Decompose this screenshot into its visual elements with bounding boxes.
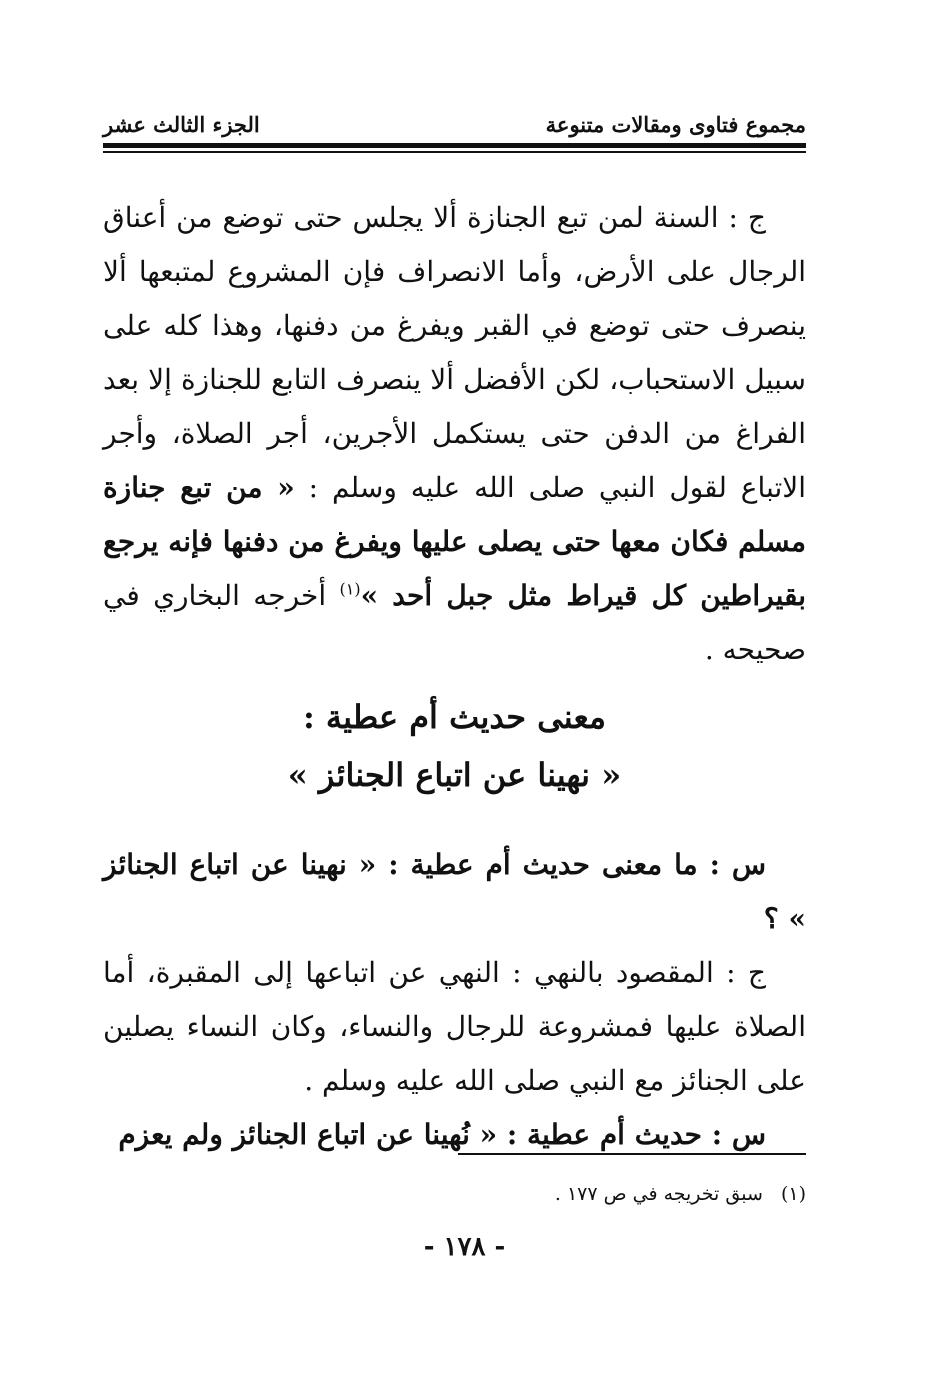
footnote-rule <box>458 1153 806 1155</box>
footnote <box>555 1180 806 1208</box>
footnote-reference: (١) <box>339 579 361 599</box>
question-text: ما معنى حديث أم عطية : « نهينا عن اتباع الجنائز » ؟ <box>103 848 806 935</box>
page-number: - ١٧٨ - <box>423 1232 506 1262</box>
question-paragraph-1 <box>103 838 806 946</box>
question-text: حديث أم عطية : « نُهينا عن اتباع الجنائز ولم يعزم <box>118 1118 702 1151</box>
header-rule-thick <box>103 143 806 148</box>
volume-label: الجزء الثالث عشر <box>103 112 260 137</box>
qa-block <box>103 838 806 1162</box>
question-prefix: س : <box>709 848 767 881</box>
answer-prefix: ج : <box>728 201 766 234</box>
footnote-number: (١) <box>780 1183 806 1205</box>
answer-text: المقصود بالنهي : النهي عن اتباعها إلى المقبرة، أما الصلاة عليها فمشروعة للرجال والنساء، وكان النساء يصلين على الجنائز مع النبي صلى الله عليه وسلم . <box>103 956 806 1097</box>
answer-paragraph-1 <box>103 191 806 677</box>
hadith-quote: « من تبع جنازة مسلم فكان معها حتى يصلى عليها ويفرغ من دفنها فإنه يرجع بقيراطين كل قيراط مثل جبل أحد » <box>103 471 806 612</box>
book-title: مجموع فتاوى ومقالات متنوعة <box>545 112 806 137</box>
answer-prefix: ج : <box>726 956 766 989</box>
section-heading <box>103 688 806 804</box>
answer-text-part2: أخرجه البخاري في صحيحه . <box>103 579 806 666</box>
answer-paragraph-2 <box>103 946 806 1108</box>
footnote-text: سبق تخريجه في ص ١٧٧ . <box>554 1183 763 1205</box>
answer-text-part1: السنة لمن تبع الجنازة ألا يجلس حتى توضع من أعناق الرجال على الأرض، وأما الانصراف فإن المشروع لمتبعها ألا ينصرف حتى توضع في القبر ويفرغ من دفنها، وهذا كله على سبيل الاستحباب، لكن الأفضل ألا ينصرف التابع للجنازة إلا بعد الفراغ من الدفن حتى يستكمل الأجرين، أجر الصلاة، وأجر الاتباع لقول النبي صلى الله عليه وسلم : <box>103 201 806 504</box>
heading-line-2: « نهينا عن اتباع الجنائز » <box>287 756 622 794</box>
header-rule-thin <box>103 151 806 153</box>
running-header <box>103 112 806 142</box>
heading-line-1: معنى حديث أم عطية : <box>302 698 607 736</box>
question-prefix: س : <box>711 1118 766 1151</box>
